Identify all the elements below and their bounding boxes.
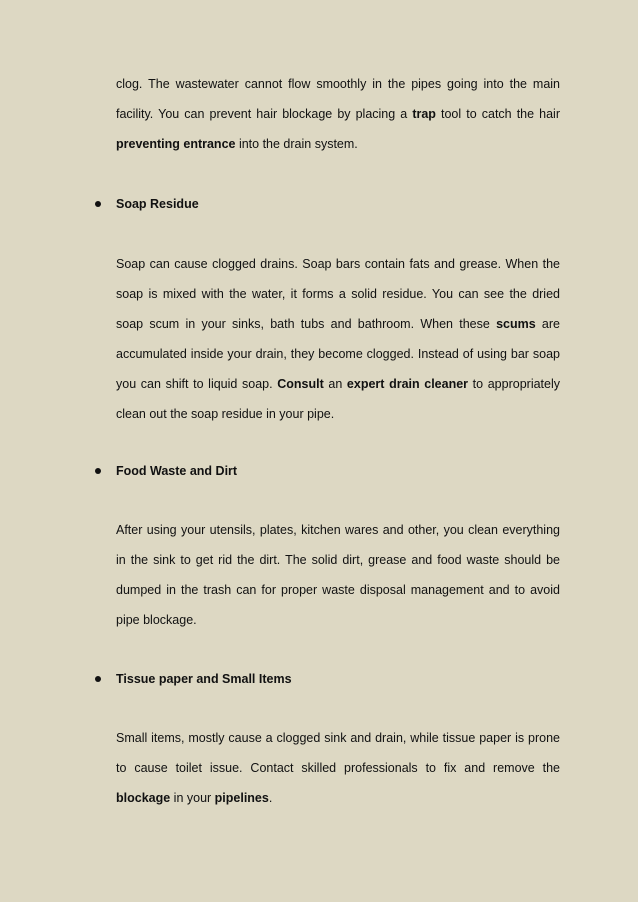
heading-food-waste: Food Waste and Dirt [116,464,238,478]
bold-consult: Consult [277,377,324,391]
text: in your [170,791,215,805]
intro-paragraph [116,69,560,159]
bullet [95,201,101,207]
text: Soap can cause clogged drains. Soap bars contain fats and grease. When the soap is mixed with the water, it forms a solid residue. You can see the dried soap scum in your sinks, bath tubs and bathroom. When these [116,257,560,331]
text: After using your utensils, plates, kitchen wares and other, you clean everything in the sink to get rid the dirt. The solid dirt, grease and food waste should be dumped in the trash can for proper waste disposal management and to avoid pipe blockage. [116,523,560,627]
bold-expert-drain-cleaner: expert drain cleaner [346,377,469,391]
text: Small items, mostly cause a clogged sink and drain, while tissue paper is prone to cause toilet issue. Contact skilled professionals to fix and remove the [116,731,560,775]
heading-tissue-paper: Tissue paper and Small Items [116,672,292,686]
text: into the drain system. [235,137,358,151]
bold-trap: trap [412,107,436,121]
food-waste-paragraph [116,515,560,635]
bold-pipelines: pipelines [214,791,269,805]
bullet [95,676,101,682]
soap-residue-paragraph [116,249,560,429]
text: tool to catch the hair [435,107,560,121]
tissue-paper-paragraph [116,723,560,813]
bold-blockage: blockage [116,791,171,805]
text: an [323,377,347,391]
bullet [95,468,101,474]
bold-preventing-entrance: preventing entrance [116,137,236,151]
heading-soap-residue: Soap Residue [116,197,199,211]
bold-scums: scums [496,317,536,331]
text: clog. The wastewater cannot flow smoothly in the pipes going into the main facility. You can prevent hair blockage by placing a [116,77,560,121]
text: . [268,791,273,805]
text: are accumulated inside your drain, they become clogged. Instead of using bar soap you can shift to liquid soap. [116,317,560,391]
text: to appropriately clean out the soap residue in your pipe. [116,377,560,421]
